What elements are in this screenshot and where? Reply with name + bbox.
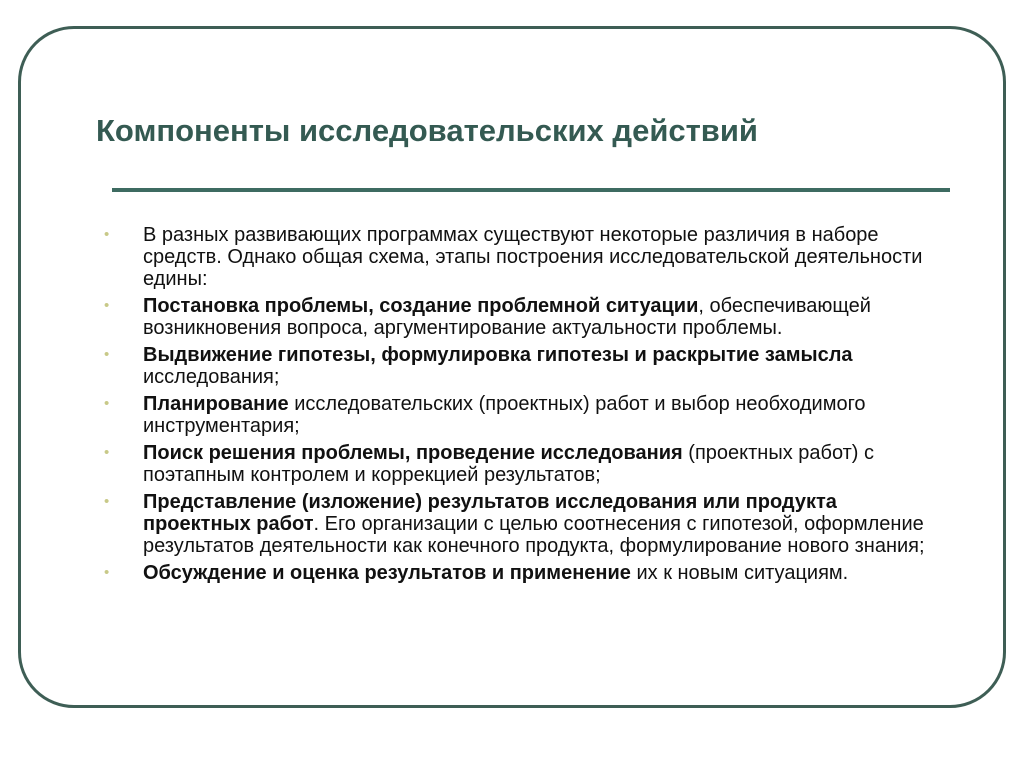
slide-title: Компоненты исследовательских действий (96, 113, 758, 148)
bullet-icon: • (104, 493, 110, 510)
bullet-list (104, 224, 944, 589)
item-bold-text: Планирование (143, 393, 289, 415)
list-item (104, 295, 944, 339)
item-bold-text: Выдвижение гипотезы, формулировка гипотезы и раскрытие замысла (143, 344, 853, 366)
item-bold-text: Постановка проблемы, создание проблемной ситуации (143, 295, 699, 317)
item-text: В разных развивающих программах существуют некоторые различия в наборе средств. Однако общая схема, этапы построения исследовательской деятельности едины: (143, 224, 923, 290)
item-bold-text: Поиск решения проблемы, проведение исследования (143, 442, 683, 464)
item-text: исследования; (143, 366, 280, 388)
item-text: . Его организации с целью соотнесения с гипотезой, оформление результатов деятельности как конечного продукта, формулирование нового знания; (143, 513, 925, 557)
item-bold-text: Обсуждение и оценка результатов и применение (143, 562, 631, 584)
item-text: их к новым ситуациям. (630, 562, 849, 584)
bullet-icon: • (104, 564, 110, 581)
bullet-icon: • (104, 395, 110, 412)
item-text: , обеспечивающей возникновения вопроса, аргументирование актуальности проблемы. (143, 295, 871, 339)
list-item (104, 224, 944, 290)
bullet-icon: • (104, 226, 110, 243)
list-item (104, 562, 944, 584)
list-item (104, 491, 944, 557)
list-item (104, 393, 944, 437)
list-item (104, 442, 944, 486)
list-item (104, 344, 944, 388)
bullet-icon: • (104, 297, 110, 314)
item-text: (проектных работ) с поэтапным контролем и коррекцией результатов; (143, 442, 875, 486)
item-bold-text: Представление (изложение) результатов исследования или продукта проектных работ (143, 491, 837, 535)
bullet-icon: • (104, 444, 110, 461)
bullet-icon: • (104, 346, 110, 363)
item-text: исследовательских (проектных) работ и выбор необходимого инструментария; (143, 393, 866, 437)
title-underline (112, 188, 950, 192)
